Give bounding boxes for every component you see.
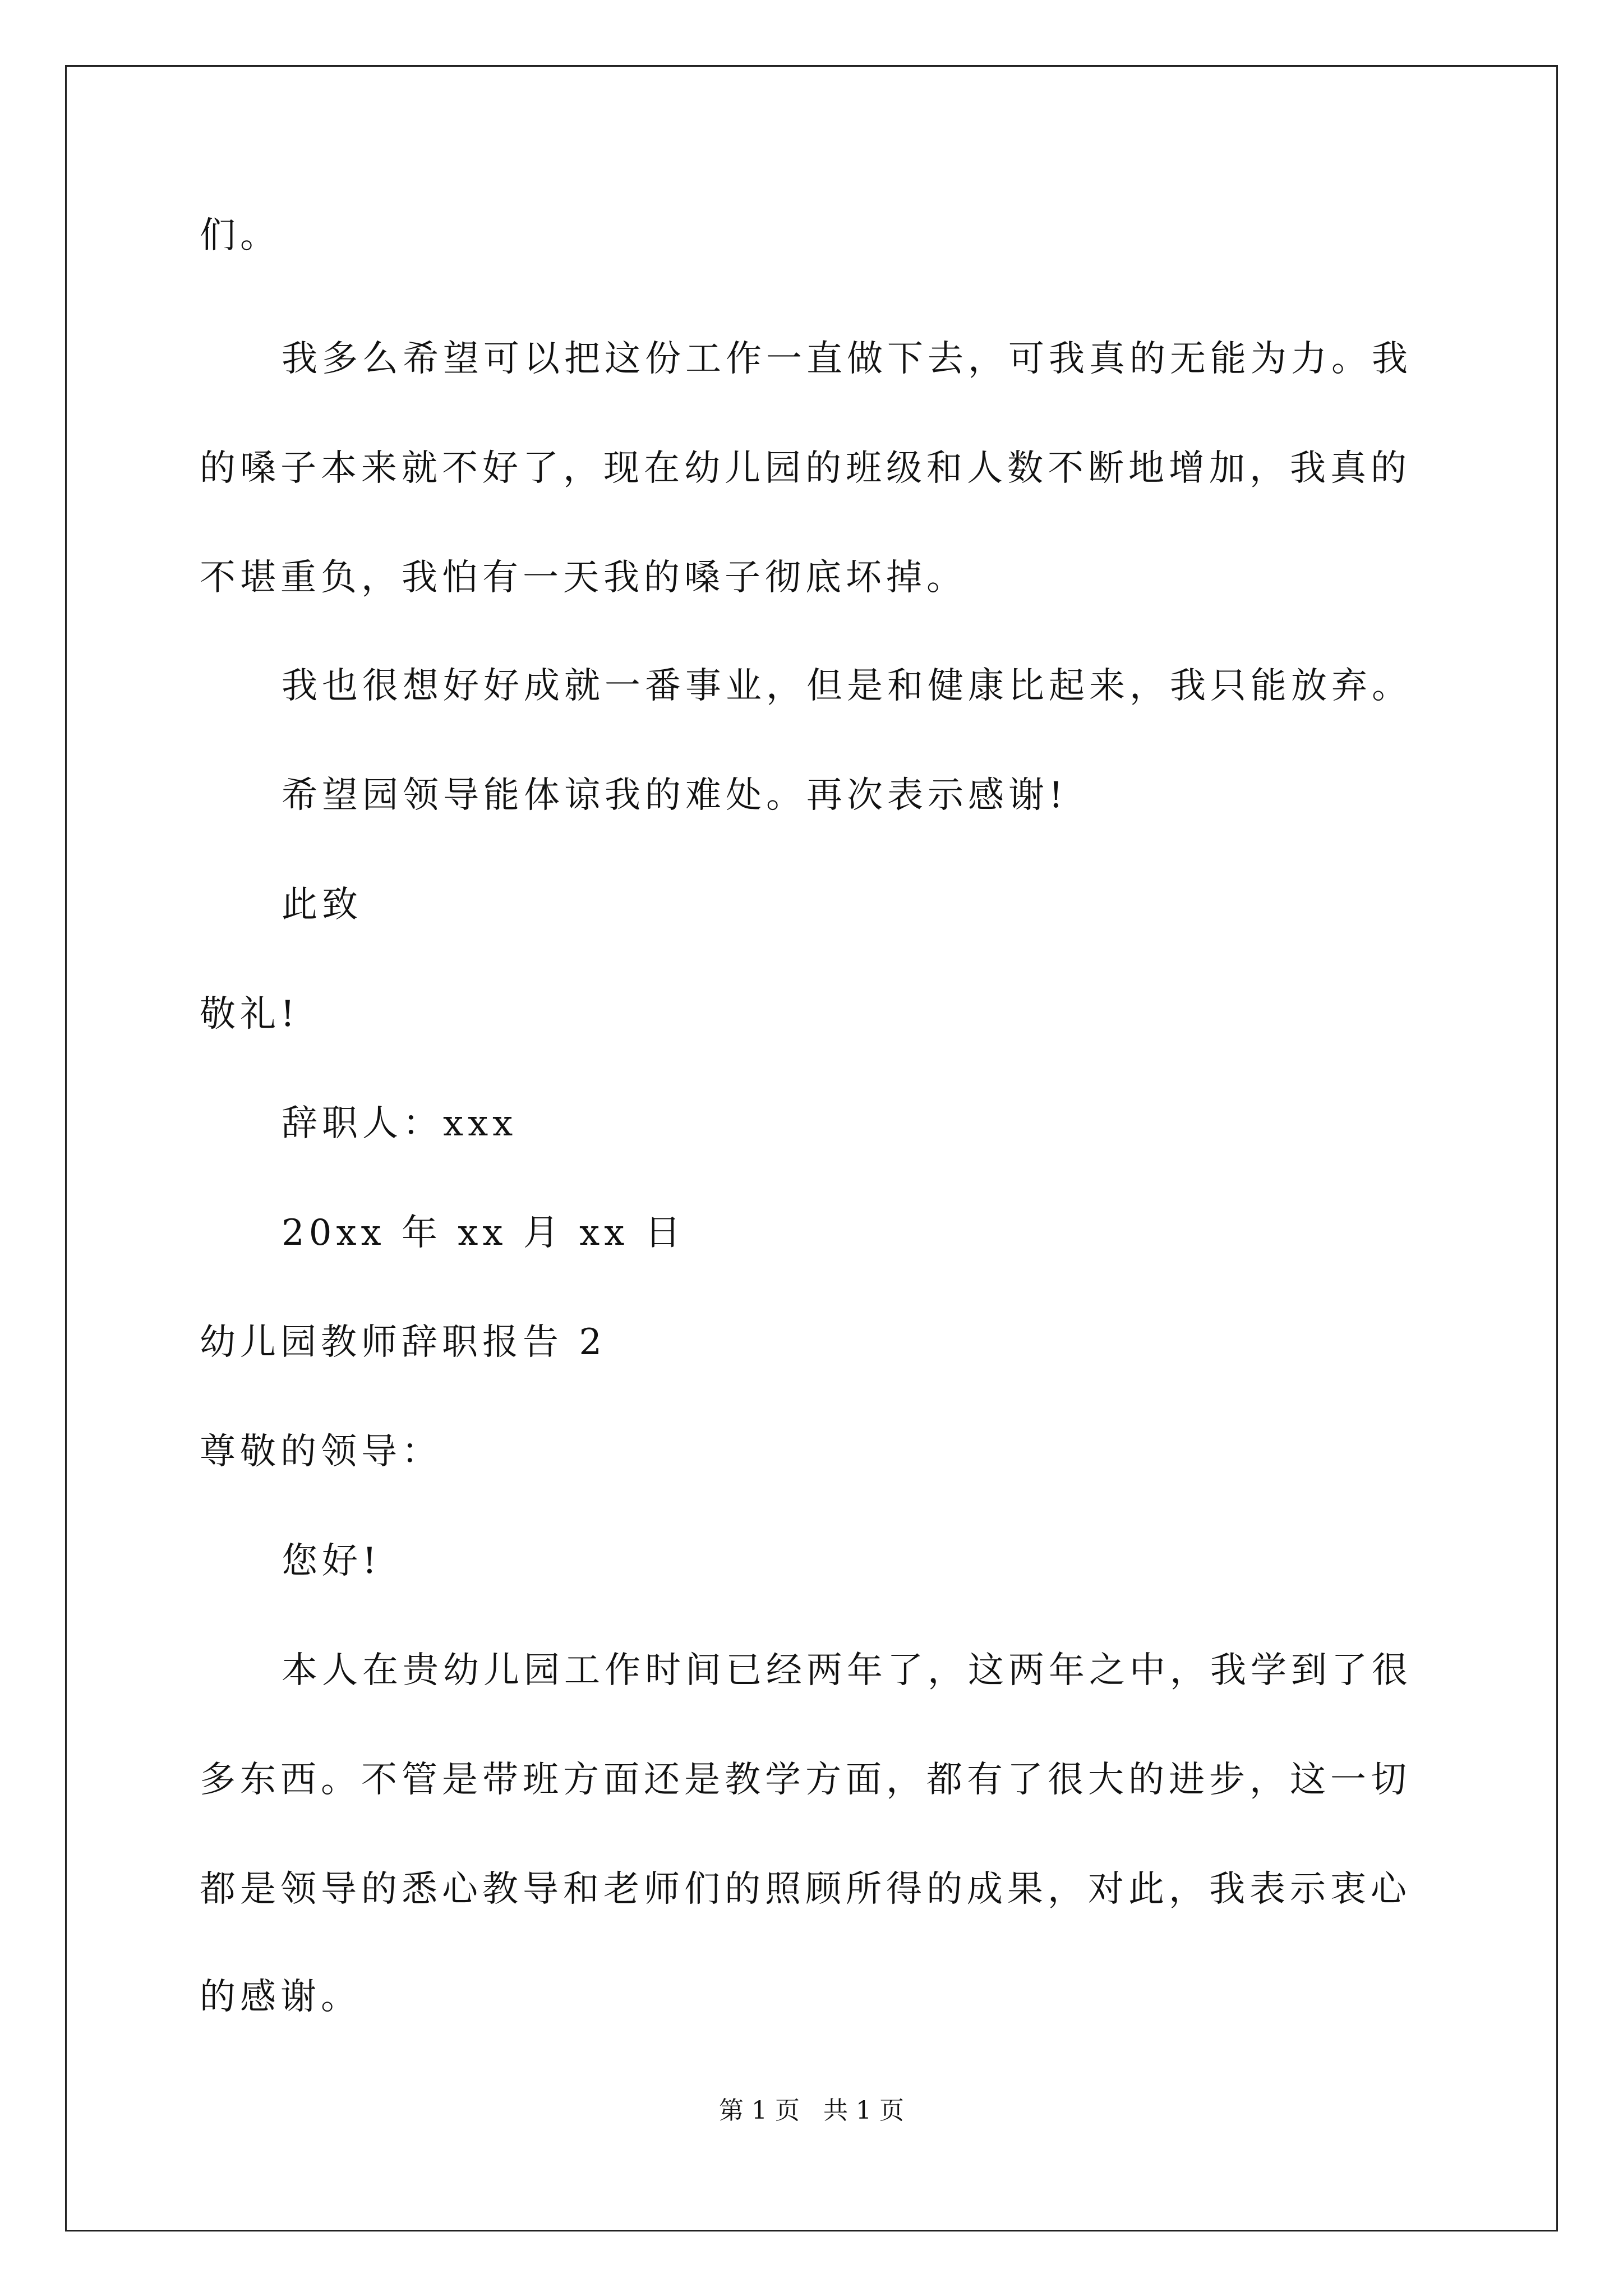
date-line: 20xx 年 xx 月 xx 日 — [282, 1212, 685, 1254]
text-line: 都是领导的悉心教导和老师们的照顾所得的成果，对此，我表示衷心 — [200, 1869, 1411, 1910]
paragraph-start: 本人在贵幼儿园工作时间已经两年了，这两年之中，我学到了很 — [282, 1650, 1412, 1691]
closing-regards: 敬礼! — [200, 993, 299, 1035]
text-line: 们。 — [200, 215, 280, 256]
signature-line: 辞职人：xxx — [282, 1103, 518, 1144]
text-line: 的嗓子本来就不好了，现在幼儿园的班级和人数不断地增加，我真的 — [200, 448, 1411, 489]
text-line: 多东西。不管是带班方面还是教学方面，都有了很大的进步，这一切 — [200, 1759, 1411, 1801]
greeting: 尊敬的领导： — [200, 1431, 442, 1473]
paragraph-start: 我也很想好好成就一番事业，但是和健康比起来，我只能放弃。 — [282, 665, 1412, 707]
text-line: 不堪重负，我怕有一天我的嗓子彻底坏掉。 — [200, 557, 967, 599]
section-title: 幼儿园教师辞职报告 2 — [200, 1322, 607, 1363]
greeting-hello: 您好! — [282, 1540, 381, 1582]
paragraph-start: 我多么希望可以把这份工作一直做下去，可我真的无能为力。我 — [282, 338, 1412, 380]
page-footer: 第 1 页 共 1 页 — [719, 2096, 904, 2125]
text-line: 的感谢。 — [200, 1976, 361, 2018]
paragraph-start: 希望园领导能体谅我的难处。再次表示感谢! — [282, 775, 1068, 816]
closing-salutation: 此致 — [282, 884, 362, 926]
